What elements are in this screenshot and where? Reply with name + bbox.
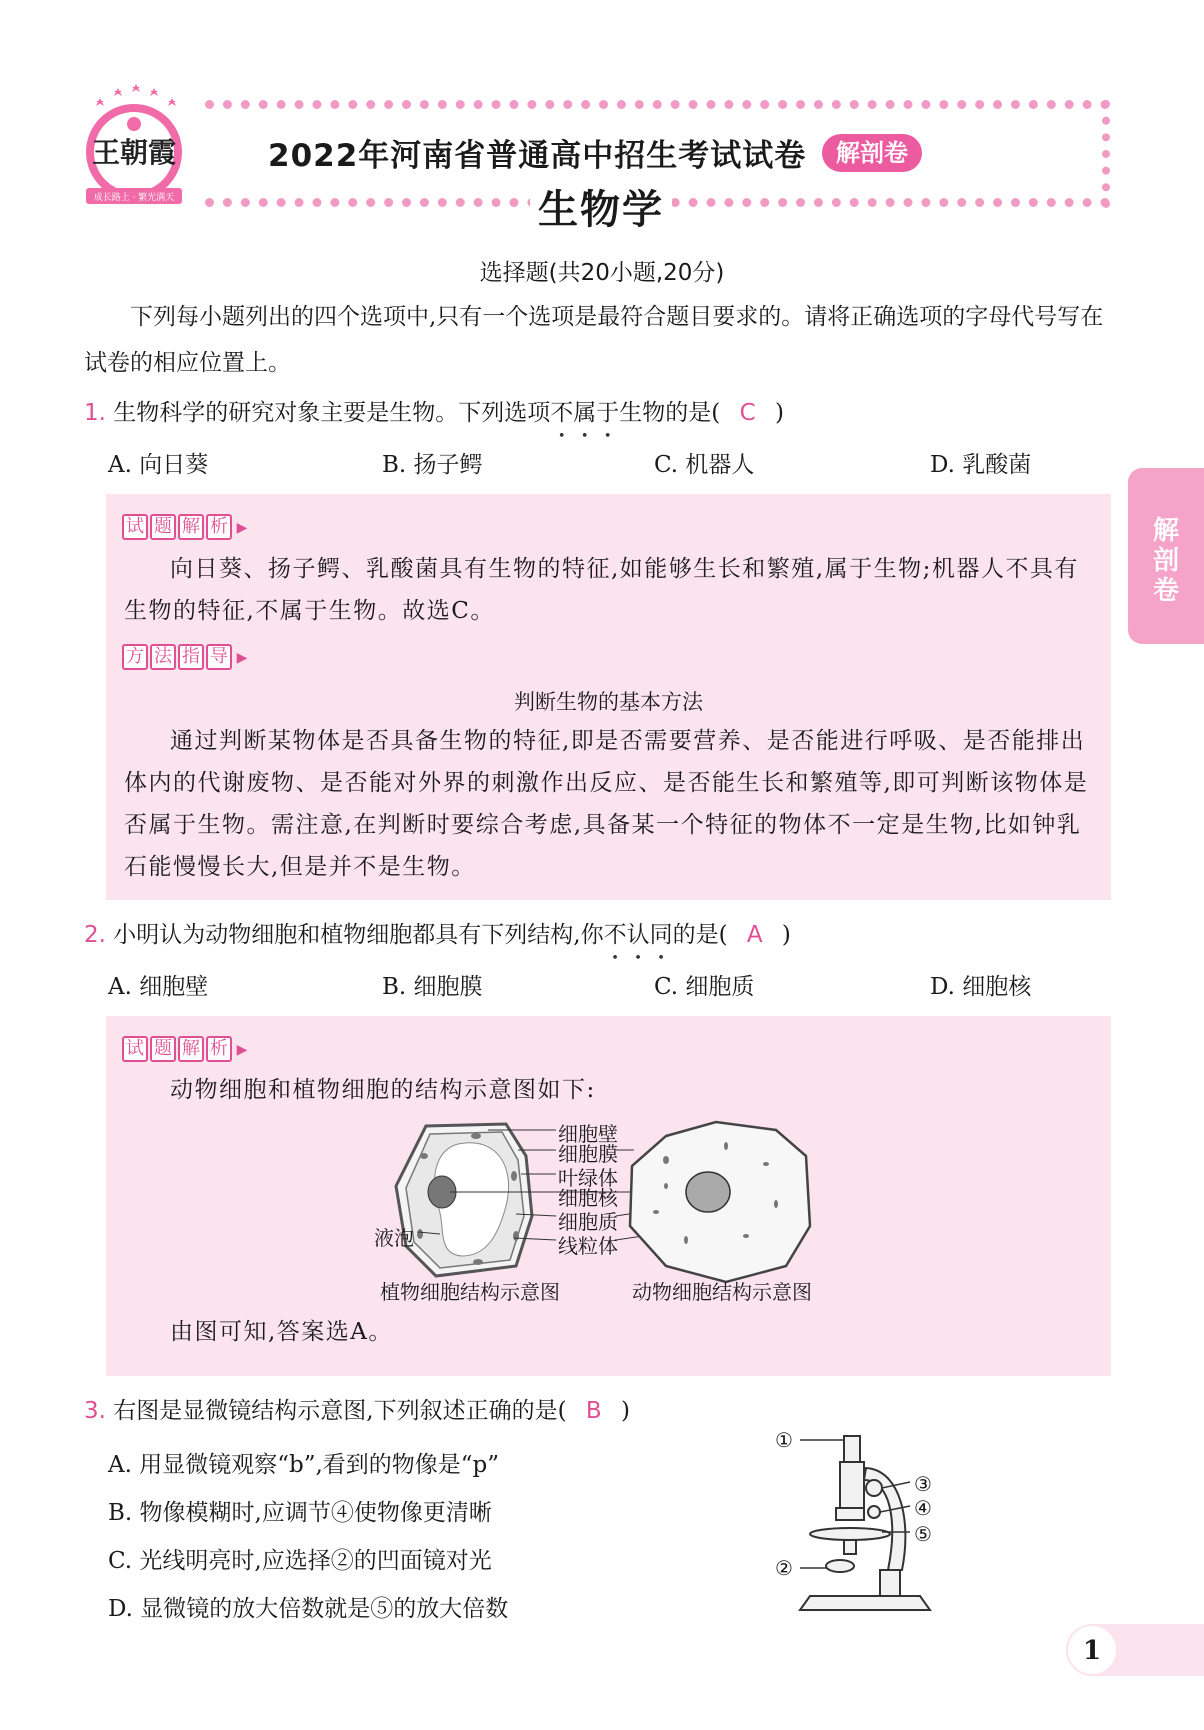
- method-text: 通过判断某物体是否具备生物的特征,即是否需要营养、是否能进行呼吸、是否能排出体内的代谢废物、是否能对外界的刺激作出反应、是否能生长和繁殖等,即可判断该物体是否属于生物。需注意,在判断时要综合考虑,具备某一个特征的物体不一定是生物,比如钟乳石能慢慢长大,但是并不是生物。: [124, 728, 1089, 880]
- option-a: A. 向日葵: [108, 452, 209, 478]
- animal-cell-caption: 动物细胞结构示意图: [632, 1280, 812, 1304]
- analysis-intro: 动物细胞和植物细胞的结构示意图如下:: [170, 1077, 596, 1103]
- answer-letter: C: [739, 400, 756, 426]
- side-tab-label: 解剖卷: [1152, 516, 1179, 606]
- analysis-tag: 试 题 解 析 ▶: [122, 514, 251, 543]
- method-tag: 方 法 指 导 ▶: [122, 644, 251, 673]
- scope-label-4: ④: [914, 1496, 932, 1520]
- label-chloroplast: 叶绿体: [558, 1166, 618, 1190]
- question-3-stem: 3. 右图是显微镜结构示意图,下列叙述正确的是( B ): [84, 1398, 630, 1424]
- question-2-stem: 2. 小明认为动物细胞和植物细胞都具有下列结构,你不认同的是( A ): [84, 912, 1110, 958]
- question-number: 3.: [84, 1398, 106, 1424]
- answer-letter: A: [746, 922, 763, 948]
- page-number: 1: [1066, 1624, 1118, 1676]
- option-c: C. 机器人: [654, 452, 755, 478]
- anatomy-badge: 解剖卷: [822, 134, 922, 172]
- label-nucleus: 细胞核: [558, 1186, 618, 1210]
- label-vacuole: 液泡: [374, 1226, 414, 1250]
- question-number: 1.: [84, 400, 106, 426]
- plant-cell-caption: 植物细胞结构示意图: [380, 1280, 560, 1304]
- conclusion-text: 由图可知,答案选A。: [170, 1319, 393, 1345]
- option-a: A. 细胞壁: [108, 974, 209, 1000]
- option-b: B. 扬子鳄: [382, 452, 483, 478]
- emphasis-char: 认: [626, 922, 650, 948]
- scope-label-1: ①: [775, 1428, 793, 1452]
- section-title: 选择题(共20小题,20分): [479, 260, 725, 286]
- subject-title: 生物学: [530, 178, 672, 235]
- header-border-top: [205, 100, 1110, 110]
- publisher-logo: [74, 84, 194, 212]
- option-d: D. 乳酸菌: [930, 452, 1032, 478]
- section-instruction: 下列每小题列出的四个选项中,只有一个选项是最符合题目要求的。请将正确选项的字母代号写在试卷的相应位置上。: [84, 304, 1104, 376]
- option-c: C. 光线明亮时,应选择②的凹面镜对光: [108, 1548, 492, 1574]
- option-d: D. 显微镜的放大倍数就是⑤的放大倍数: [108, 1596, 509, 1622]
- q2-analysis-box: [106, 1016, 1111, 1376]
- label-mitochondria: 线粒体: [558, 1234, 618, 1258]
- method-title: 判断生物的基本方法: [514, 690, 703, 714]
- option-b: B. 物像模糊时,应调节④使物像更清晰: [108, 1500, 492, 1526]
- emphasis-char: 属: [573, 400, 597, 426]
- question-number: 2.: [84, 922, 106, 948]
- header-border-right: [1102, 100, 1110, 208]
- plant-cell: [396, 1124, 532, 1276]
- microscope-diagram: [770, 1420, 960, 1620]
- option-c: C. 细胞质: [654, 974, 755, 1000]
- svg-text:成长路上 · 繁光满天: 成长路上 · 繁光满天: [93, 193, 175, 203]
- emphasis-char: 于: [596, 400, 620, 426]
- label-cytoplasm: 细胞质: [558, 1210, 618, 1234]
- side-tab: [1128, 468, 1204, 644]
- animal-cell: [630, 1122, 810, 1282]
- analysis-text: 向日葵、扬子鳄、乳酸菌具有生物的特征,如能够生长和繁殖,属于生物;机器人不具有生物的特征,不属于生物。故选C。: [124, 556, 1079, 624]
- scope-label-3: ③: [914, 1472, 932, 1496]
- option-b: B. 细胞膜: [382, 974, 483, 1000]
- scope-label-2: ②: [775, 1556, 793, 1580]
- option-d: D. 细胞核: [930, 974, 1032, 1000]
- analysis-tag: 试 题 解 析 ▶: [122, 1036, 251, 1065]
- exam-title: 2022年河南省普通高中招生考试试卷: [268, 138, 807, 174]
- emphasis-char: 不: [550, 400, 574, 426]
- emphasis-char: 同: [649, 922, 673, 948]
- scope-label-5: ⑤: [914, 1522, 932, 1546]
- label-cell-wall: 细胞壁: [558, 1122, 618, 1146]
- label-cell-membrane: 细胞膜: [558, 1142, 618, 1166]
- q1-analysis-box: [106, 494, 1111, 900]
- question-1-stem: 1. 生物科学的研究对象主要是生物。下列选项不属于生物的是( C ): [84, 390, 1110, 436]
- emphasis-char: 不: [603, 922, 627, 948]
- answer-letter: B: [585, 1398, 602, 1424]
- svg-text:王朝霞: 王朝霞: [91, 136, 177, 169]
- cell-diagram: [366, 1116, 946, 1296]
- option-a: A. 用显微镜观察“b”,看到的物像是“p”: [108, 1452, 500, 1478]
